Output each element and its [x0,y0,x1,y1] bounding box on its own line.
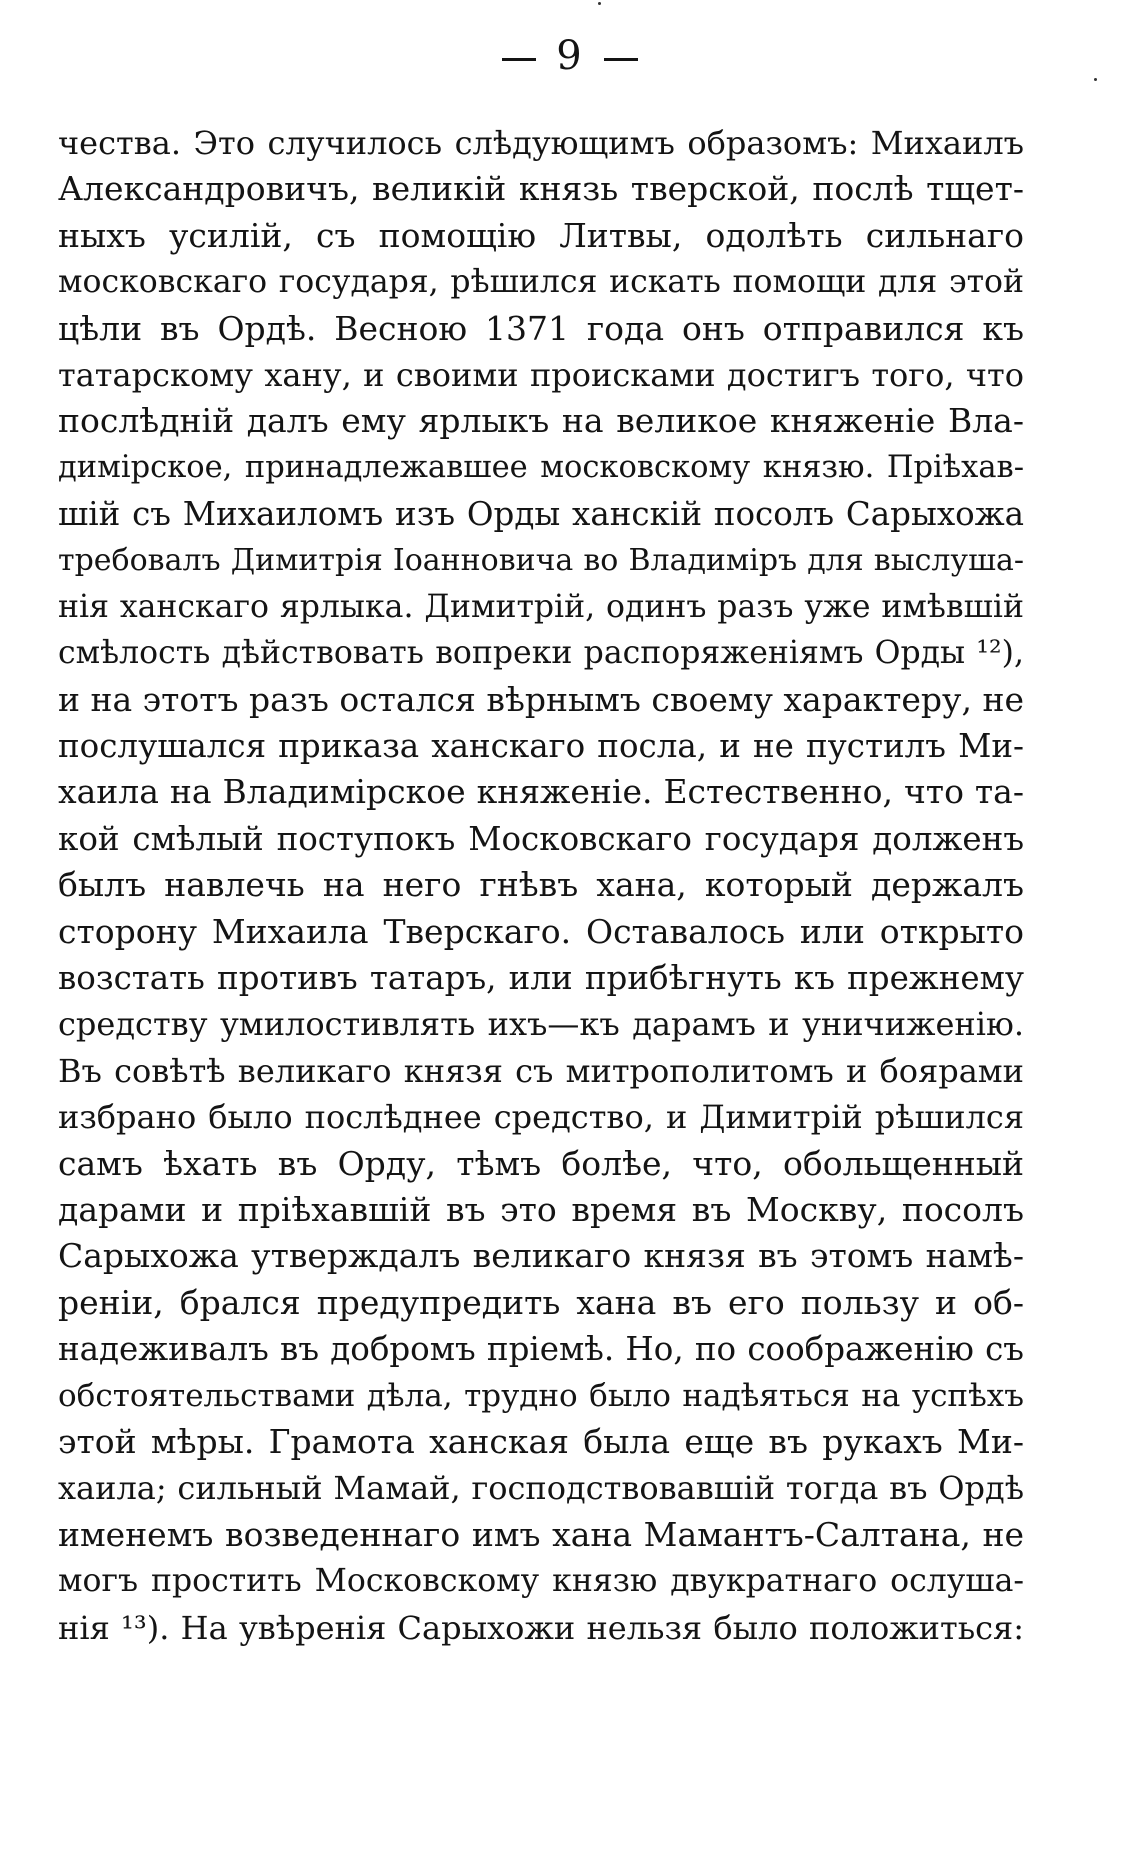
text-line: послѣдній далъ ему ярлыкъ на великое княженіе Вла- [58,401,1024,441]
text-line: избрано было послѣднее средство, и Димитрій рѣшился [58,1098,1024,1137]
page-number [0,28,1140,84]
text-line: этой мѣры. Грамота ханская была еще въ рукахъ Ми- [58,1421,1024,1461]
text-line: чества. Это случилось слѣдующимъ образомъ: Михаилъ [58,124,1024,162]
text-line: кой смѣлый поступокъ Московскаго государя долженъ [58,819,1024,858]
text-line: московскаго государя, рѣшился искать помощи для этой [58,264,1024,301]
body-text [58,120,1024,1651]
text-line: сторону Михаила Тверскаго. Оставалось или открыто [58,911,1024,951]
page-number-dash-left [502,58,536,61]
text-line: Александровичъ, великій князь тверской, послѣ тщет- [58,169,1024,209]
text-line: обстоятельствами дѣла, трудно было надѣяться на успѣхъ [58,1377,1024,1414]
page-number-dash-right [604,58,638,61]
text-line: татарскому хану, и своими происками достигъ того, что [58,355,1024,394]
text-line: и на этотъ разъ остался вѣрнымъ своему характеру, не [58,679,1024,719]
text-line: хаила; сильный Мамай, господствовавшій тогда въ Ордѣ [58,1469,1024,1508]
text-line: Сарыхожа утверждалъ великаго князя въ этомъ намѣ- [58,1236,1024,1276]
text-line: шій съ Михаиломъ изъ Орды ханскій посолъ Сарыхожа [58,495,1024,534]
print-speck [598,2,601,5]
page-number-value: 9 [556,33,584,79]
text-line: димірское, принадлежавшее московскому князю. Пріѣхав- [58,449,1024,485]
text-line: надеживалъ въ добромъ пріемѣ. Но, по соображенію съ [58,1330,1024,1369]
text-line: именемъ возведеннаго имъ хана Мамантъ-Салтана, не [58,1514,1024,1554]
text-line: послушался приказа ханскаго посла, и не пустилъ Ми- [58,727,1024,766]
text-line: реніи, брался предупредить хана въ его пользу и об- [58,1282,1024,1322]
text-line: былъ навлечь на него гнѣвъ хана, который держалъ [58,865,1024,905]
text-line: цѣли въ Ордѣ. Весною 1371 года онъ отправился къ [58,308,1024,348]
text-line: возстать противъ татаръ, или прибѣгнуть къ прежнему [58,959,1024,998]
text-line: нія ханскаго ярлыка. Димитрій, одинъ разъ уже имѣвшій [58,588,1024,625]
text-line: требовалъ Димитрія Іоанновича во Владиміръ для выслуша- [58,542,1024,578]
text-line: ныхъ усилій, съ помощію Литвы, одолѣть сильнаго [58,215,1024,255]
text-line: нія ¹³). На увѣренія Сарыхожи нельзя было положиться: [58,1608,1024,1647]
text-line: хаила на Владимірское княженіе. Естественно, что та- [58,772,1024,812]
text-line: дарами и пріѣхавшій въ это время въ Москву, посолъ [58,1189,1024,1229]
text-line: Въ совѣтѣ великаго князя съ митрополитомъ и боярами [58,1051,1024,1090]
text-line: могъ простить Московскому князю двукратнаго ослуша- [58,1563,1024,1600]
text-line: самъ ѣхать въ Орду, тѣмъ болѣе, что, обольщенный [58,1143,1024,1183]
text-line: смѣлость дѣйствовать вопреки распоряженіямъ Орды ¹²), [58,635,1024,672]
text-line: средству умилостивлять ихъ—къ дарамъ и уничиженію. [58,1005,1024,1044]
